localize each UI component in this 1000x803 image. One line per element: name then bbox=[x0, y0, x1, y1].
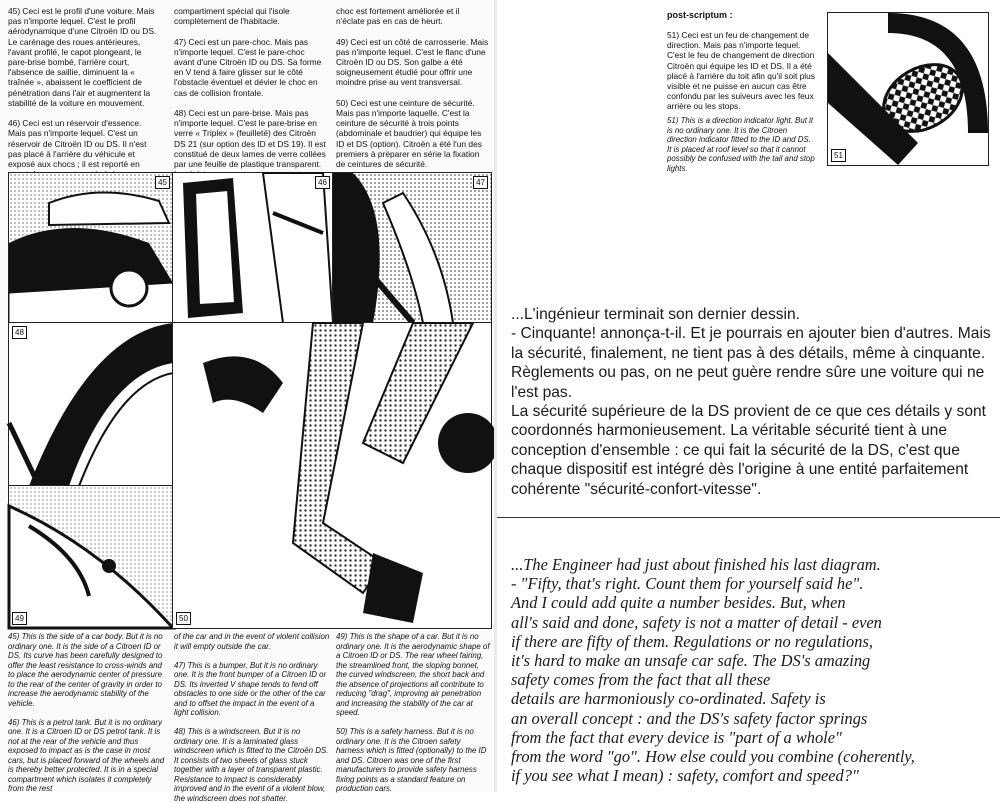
panel-number: 45 bbox=[155, 176, 170, 189]
french-paragraph: ...L'ingénieur terminait son dernier dessin. - Cinquante! annonça-t-il. Et je pourrais en ajouter bien d'autres. Mais la sécurité, finalement, ne tient pas à des détails, même à cinquante. Règlements ou pas, on ne peut guère rendre sûre une voiture qui ne l'est pas. La sécurité supérieure de la DS provient de ce que ces détails y sont coordonnés harmonieusement. La véritable sécurité tient à une conception d'ensemble : ce qui fait la sécurité de la DS, c'est que chaque dispositif est intégré dès l'origine à une entité parfaitement cohérente "sécurité-confort-vitesse". bbox=[511, 306, 991, 498]
illustration-petrol-tank bbox=[172, 172, 334, 324]
bottom-column-1: 45) This is the side of a car body. But it is no ordinary one. It is the side of a Citroen ID or DS. Its curve has been carefully designed to offer the least resistance to cross-winds and to place the aerodynamic center of pressure to the rear of the center of gravity in order to increase the aerodynamic stability of the vehicle. 46) This is a petrol tank. But it is no ordinary one. It is a Citroen ID or DS petrol tank. It is not at the rear of the vehicle and thus exposed to impact as is the case in most cars, but is placed forward of the wheels and is thereby better protected. It is in a special compartment which isolates it completely from the rest bbox=[8, 632, 165, 793]
illustration-car-side bbox=[8, 485, 174, 629]
safety-harness-drawing bbox=[173, 323, 491, 628]
car-profile-drawing bbox=[9, 173, 173, 323]
english-paragraph: ...The Engineer had just about finished his last diagram. - "Fifty, that's right. Count them for yourself said he". And I could add quite a number besides. But, when all's said and done, safety is not a matter of detail - even if there are fifty of them. Regulations or no regulations, it's hard to make an unsafe car safe. The DS's amazing safety comes from the fact that all these details are harmoniously co-ordinated. Safety is an overall concept : and the DS's safety factor springs from the fact that every device is "part of a whole" from the word "go". How else could you combine (coherently, if you see what I mean) : safety, comfort and speed?" bbox=[511, 555, 915, 786]
postscript-english: 51) This is a direction indicator light. But it is no ordinary one. It is the Citroen direction indicator fitted to the ID and DS. It is placed at roof level so that it cannot possibly be confused with the tail and stop lights. bbox=[667, 116, 815, 173]
postscript-title: post-scriptum : bbox=[667, 10, 733, 20]
panel-number: 48 bbox=[12, 326, 27, 339]
car-side-drawing bbox=[9, 486, 173, 628]
left-page bbox=[0, 0, 495, 803]
panel-number: 46 bbox=[315, 176, 330, 189]
windscreen-drawing bbox=[9, 323, 173, 486]
right-page bbox=[497, 0, 1000, 792]
postscript-french: 51) Ceci est un feu de changement de direction. Mais pas n'importe lequel. C'est le feu de changement de direction Citroën qui équipe les ID et DS. Il a été placé à l'arrière du toit afin qu'il soit plus visible et ne puisse en aucun cas être confondu par les suiveurs avec les feux arrière ou les stops. bbox=[667, 30, 815, 112]
petrol-tank-drawing bbox=[173, 173, 333, 323]
illustration-safety-harness bbox=[172, 322, 492, 629]
illustration-direction-indicator bbox=[827, 12, 989, 166]
illustration-car-profile bbox=[8, 172, 174, 324]
bottom-column-2: of the car and in the event of violent collision it will empty outside the car. 47) This is a bumper. But it is no ordinary one. It is the front bumper of a Citroen ID or DS. Its inverted V shape tends to fend off obstacles to one side or the other of the car and to offset the impact in the event of a light collision. 48) This is a windscreen. But it is no ordinary one. It is a laminated glass windscreen which is fitted to the Citroën DS. It consists of two sheets of glass stuck together with a layer of transparent plastic. Resistance to impact is considerably improved and in the event of a violent blow, the windscreen does not shatter. bbox=[174, 632, 330, 803]
illustration-windscreen bbox=[8, 322, 174, 487]
panel-number: 49 bbox=[12, 612, 27, 625]
bottom-column-3: 49) This is the shape of a car. But it is no ordinary one. It is the aerodynamic shape of a Citroen ID or DS. The rear wheel fairing, the streamlined front, the sloping bonnet, the curved windscreen, the short back and the absence of projections all contribute to reducing "drag", improving air penetration and increasing the stability of the car at speed. 50) This is a safety harness. But it is no ordinary one. It is the Citroen safety harness which is fitted (optionally) to the ID and DS. Citroen was one of the first manufacturers to provide safety harness fixing points as a standard feature on production cars. bbox=[336, 632, 490, 793]
direction-indicator-drawing bbox=[828, 13, 988, 165]
top-column-2: compartiment spécial qui l'isole complètement de l'habitacle. 47) Ceci est un pare-choc. Mais pas n'importe lequel. C'est le pare-choc avant d'une Citroën ID ou DS. Sa forme en V tend à faire glisser sur le côté l'obstacle éventuel et dévier le choc en cas de collision frontale. 48) Ceci est un pare-brise. Mais pas n'importe lequel. C'est le pare-brise en verre « Triplex » (feuilleté) des Citroën DS 21 (sur option des ID et DS 19). Il est constitué de deux lames de verre collées par une feuille de plastique transparent. bbox=[174, 6, 326, 170]
bumper-drawing bbox=[333, 173, 491, 323]
section-divider bbox=[497, 517, 1000, 518]
panel-number: 51 bbox=[831, 149, 846, 162]
panel-number: 47 bbox=[473, 176, 488, 189]
panel-number: 50 bbox=[176, 612, 191, 625]
top-column-3: choc est fortement améliorée et il n'éclate pas en cas de heurt. 49) Ceci est un côté de carrosserie. Mais pas n'importe lequel. C'est le flanc d'une Citroën ID ou DS. Son galbe a été soigneusement étudié pour offrir une moindre prise au vent transversal. 50) Ceci est une ceinture de sécurité. Mais pas n'importe laquelle. C'est la ceinture de sécurité à trois points (abdominale et baudrier) qui équipe les ID et DS (option). Citroën a été l'un des premiers à préparer en série la fixation de ceintures de sécurité. bbox=[336, 6, 489, 170]
illustration-bumper bbox=[332, 172, 492, 324]
top-column-1: 45) Ceci est le profil d'une voiture. Mais pas n'importe lequel. C'est le profil aérodynamique d'une Citroën ID ou DS. Le carénage des roues antérieures, l'avant profilé, le capot plongeant, le pare-brise bombé, l'arrière court, l'absence de saillie, diminuent la « traînée », abaissent le coefficient de pénétration dans l'air et augmentent la stabilité de la voiture en mouvement. 46) Ceci est un réservoir d'essence. Mais pas n'importe lequel. C'est un réservoir de Citroën ID ou DS. Il n'est pas placé à l'arrière du véhicule et exposé aux chocs ; il est reporté en bbox=[8, 6, 157, 170]
